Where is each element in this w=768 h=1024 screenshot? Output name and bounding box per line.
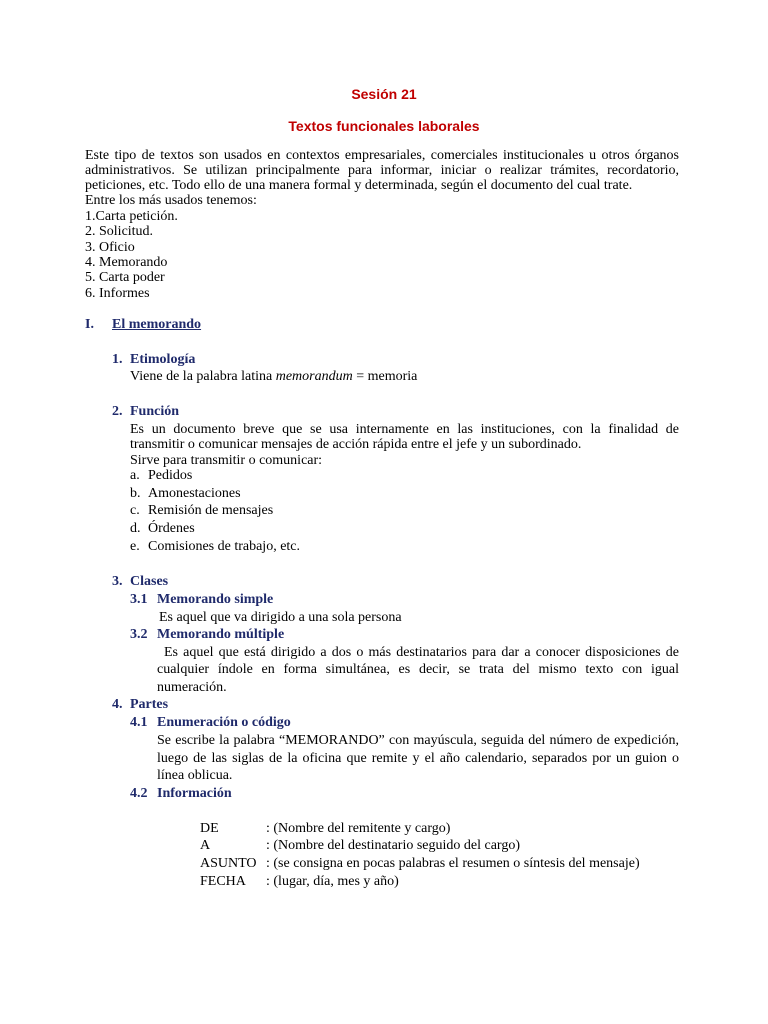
info-label: ASUNTO <box>200 856 257 871</box>
memorando-simple-text: Es aquel que va dirigido a una sola persona <box>159 610 402 625</box>
memorando-multiple-line: numeración. <box>157 680 227 695</box>
etimologia-text-pre: Viene de la palabra latina <box>130 369 276 384</box>
subsection-title: Etimología <box>130 352 196 367</box>
intro-line: Este tipo de textos son usados en contextos empresariales, comerciales institucionales u otros órganos <box>85 148 679 163</box>
subsection-title: Partes <box>130 697 169 712</box>
subsubsection-title: Memorando simple <box>157 592 274 607</box>
subsection-number: 1. <box>112 352 123 367</box>
subsection-title: Clases <box>130 574 169 589</box>
section-title: El memorando <box>112 317 202 332</box>
list-letter: b. <box>130 486 141 501</box>
info-label: A <box>200 838 211 853</box>
list-item: Pedidos <box>148 468 193 483</box>
subsection-number: 2. <box>112 404 123 419</box>
subsection-title: Función <box>130 404 180 419</box>
intro-lead: Entre los más usados tenemos: <box>85 193 257 208</box>
list-letter: c. <box>130 503 140 518</box>
info-value: : (Nombre del destinatario seguido del cargo) <box>266 838 520 853</box>
list-item: Comisiones de trabajo, etc. <box>148 539 301 554</box>
subsubsection-number: 4.2 <box>130 786 148 801</box>
funcion-line: transmitir o comunicar mensajes de acción rápida entre el jefe y un subordinado. <box>130 437 582 452</box>
subsubsection-number: 3.2 <box>130 627 148 642</box>
list-item: 4. Memorando <box>85 255 168 270</box>
etimologia-text <box>130 369 417 385</box>
list-item: Remisión de mensajes <box>148 503 274 518</box>
etimologia-latin-word: memorandum <box>275 369 353 384</box>
memorando-multiple-line: Es aquel que está dirigido a dos o más destinatarios para dar a conocer disposiciones de <box>164 645 679 660</box>
subsubsection-title: Enumeración o código <box>157 715 291 730</box>
subsection-number: 4. <box>112 697 123 712</box>
enumeracion-line: luego de las siglas de la oficina que remite y el año calendario, separados por un guion o <box>157 751 679 766</box>
list-item: 6. Informes <box>85 286 150 301</box>
subsubsection-number: 4.1 <box>130 715 148 730</box>
list-item: 1.Carta petición. <box>85 209 178 224</box>
document-title: Textos funcionales laborales <box>288 118 480 134</box>
info-label: DE <box>200 821 219 836</box>
list-letter: e. <box>130 539 140 554</box>
list-item: 3. Oficio <box>85 240 135 255</box>
info-value: : (Nombre del remitente y cargo) <box>266 821 451 836</box>
info-label: FECHA <box>200 874 246 889</box>
intro-line: administrativos. Se utilizan principalmente para informar, iniciar o realizar trámites, recordatorio, <box>85 163 679 178</box>
list-letter: a. <box>130 468 140 483</box>
list-item: 2. Solicitud. <box>85 224 154 239</box>
enumeracion-line: Se escribe la palabra “MEMORANDO” con mayúscula, seguida del número de expedición, <box>157 733 679 748</box>
enumeracion-line: línea oblicua. <box>157 768 233 783</box>
session-heading: Sesión 21 <box>351 86 417 102</box>
list-item: 5. Carta poder <box>85 270 165 285</box>
subsubsection-title: Información <box>157 786 232 801</box>
subsubsection-title: Memorando múltiple <box>157 627 285 642</box>
info-value: : (lugar, día, mes y año) <box>266 874 399 889</box>
intro-line: peticiones, etc. Todo ello de una manera formal y determinada, según el documento del cual trate. <box>85 178 633 193</box>
list-item: Órdenes <box>148 521 195 536</box>
list-item: Amonestaciones <box>148 486 241 501</box>
funcion-line: Es un documento breve que se usa internamente en las instituciones, con la finalidad de <box>130 422 679 437</box>
subsection-number: 3. <box>112 574 123 589</box>
info-value: : (se consigna en pocas palabras el resumen o síntesis del mensaje) <box>266 856 640 871</box>
subsubsection-number: 3.1 <box>130 592 148 607</box>
funcion-line: Sirve para transmitir o comunicar: <box>130 453 323 468</box>
section-number: I. <box>85 317 94 332</box>
list-letter: d. <box>130 521 141 536</box>
etimologia-text-post: = memoria <box>352 369 418 384</box>
memorando-multiple-line: cualquier índole en forma simultánea, es decir, se trata del mismo texto con igual <box>157 662 679 677</box>
